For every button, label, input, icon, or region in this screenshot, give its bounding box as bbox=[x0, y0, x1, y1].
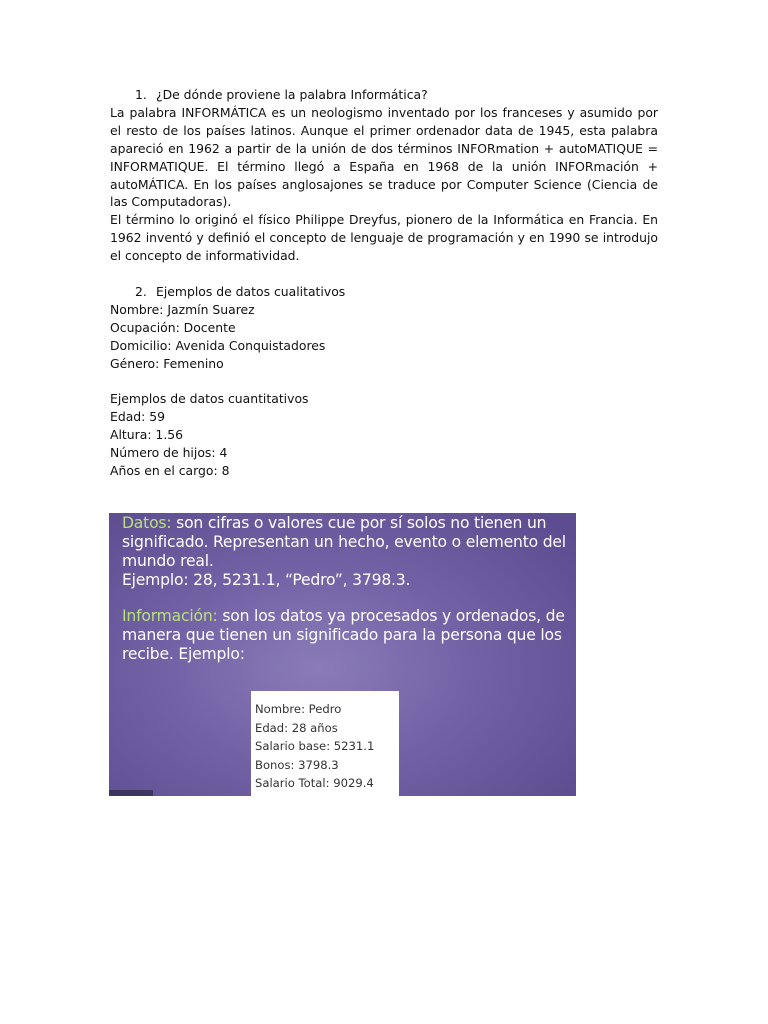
qualitative-item: Ocupación: Docente bbox=[110, 319, 236, 335]
quantitative-item: Altura: 1.56 bbox=[110, 427, 184, 443]
paragraph-origin: La palabra INFORMÁTICA es un neologismo inventado por los franceses y asumido por el resto de los países latinos. Aunque el primer ordenador data de 1945, esta palabra apareció en 1962 a partir de la unión de dos términos INFORmation + autoMATIQUE = INFORMATIQUE. El término llegó a España en 1968 de la unión INFORmación + autoMÁTICA. En los países anglosajones se traduce por Computer Science (Ciencia de las Computadoras). bbox=[110, 104, 658, 210]
card-line: Nombre: Pedro bbox=[255, 702, 342, 716]
question-1-number: 1. bbox=[135, 87, 147, 102]
question-1-text: ¿De dónde proviene la palabra Informática? bbox=[156, 87, 428, 102]
card-line: Salario base: 5231.1 bbox=[255, 739, 375, 753]
card-line: Edad: 28 años bbox=[255, 720, 338, 735]
datos-text: son cifras o valores cue por sí solos no tienen un significado. Representan un hecho, evento o elemento del mundo real. bbox=[122, 514, 566, 570]
slide-text bbox=[122, 514, 570, 664]
slide-corner-mark bbox=[109, 790, 153, 796]
paragraph-dreyfus: El término lo originó el físico Philippe Dreyfus, pionero de la Informática en Francia. En 1962 inventó y definió el concepto de lenguaje de programación y en 1990 se introdujo el concepto de informatividad. bbox=[110, 212, 658, 264]
datos-label: Datos: bbox=[122, 514, 172, 532]
quantitative-item: Años en el cargo: 8 bbox=[110, 463, 230, 478]
quantitative-item: Número de hijos: 4 bbox=[110, 445, 228, 461]
datos-example: Ejemplo: 28, 5231.1, “Pedro”, 3798.3. bbox=[122, 571, 411, 589]
card-line: Bonos: 3798.3 bbox=[255, 757, 339, 772]
slide-image bbox=[109, 513, 576, 796]
info-example-card bbox=[251, 691, 399, 796]
qualitative-item: Nombre: Jazmín Suarez bbox=[110, 301, 255, 317]
info-text: son los datos ya procesados y ordenados, de manera que tienen un significado para la persona que los recibe. Ejemplo: bbox=[122, 607, 565, 663]
quantitative-heading: Ejemplos de datos cuantitativos bbox=[110, 391, 309, 407]
qualitative-item: Género: Femenino bbox=[110, 355, 224, 371]
question-2-number: 2. bbox=[135, 283, 147, 299]
question-2 bbox=[110, 283, 658, 301]
question-1 bbox=[110, 86, 658, 104]
qualitative-item: Domicilio: Avenida Conquistadores bbox=[110, 337, 326, 353]
document-body bbox=[110, 86, 658, 480]
quantitative-item: Edad: 59 bbox=[110, 409, 166, 425]
question-2-text: Ejemplos de datos cualitativos bbox=[156, 283, 346, 299]
info-definition bbox=[122, 607, 570, 664]
card-line: Salario Total: 9029.4 bbox=[255, 776, 374, 790]
info-label: Información: bbox=[122, 607, 218, 625]
datos-definition bbox=[122, 514, 570, 571]
